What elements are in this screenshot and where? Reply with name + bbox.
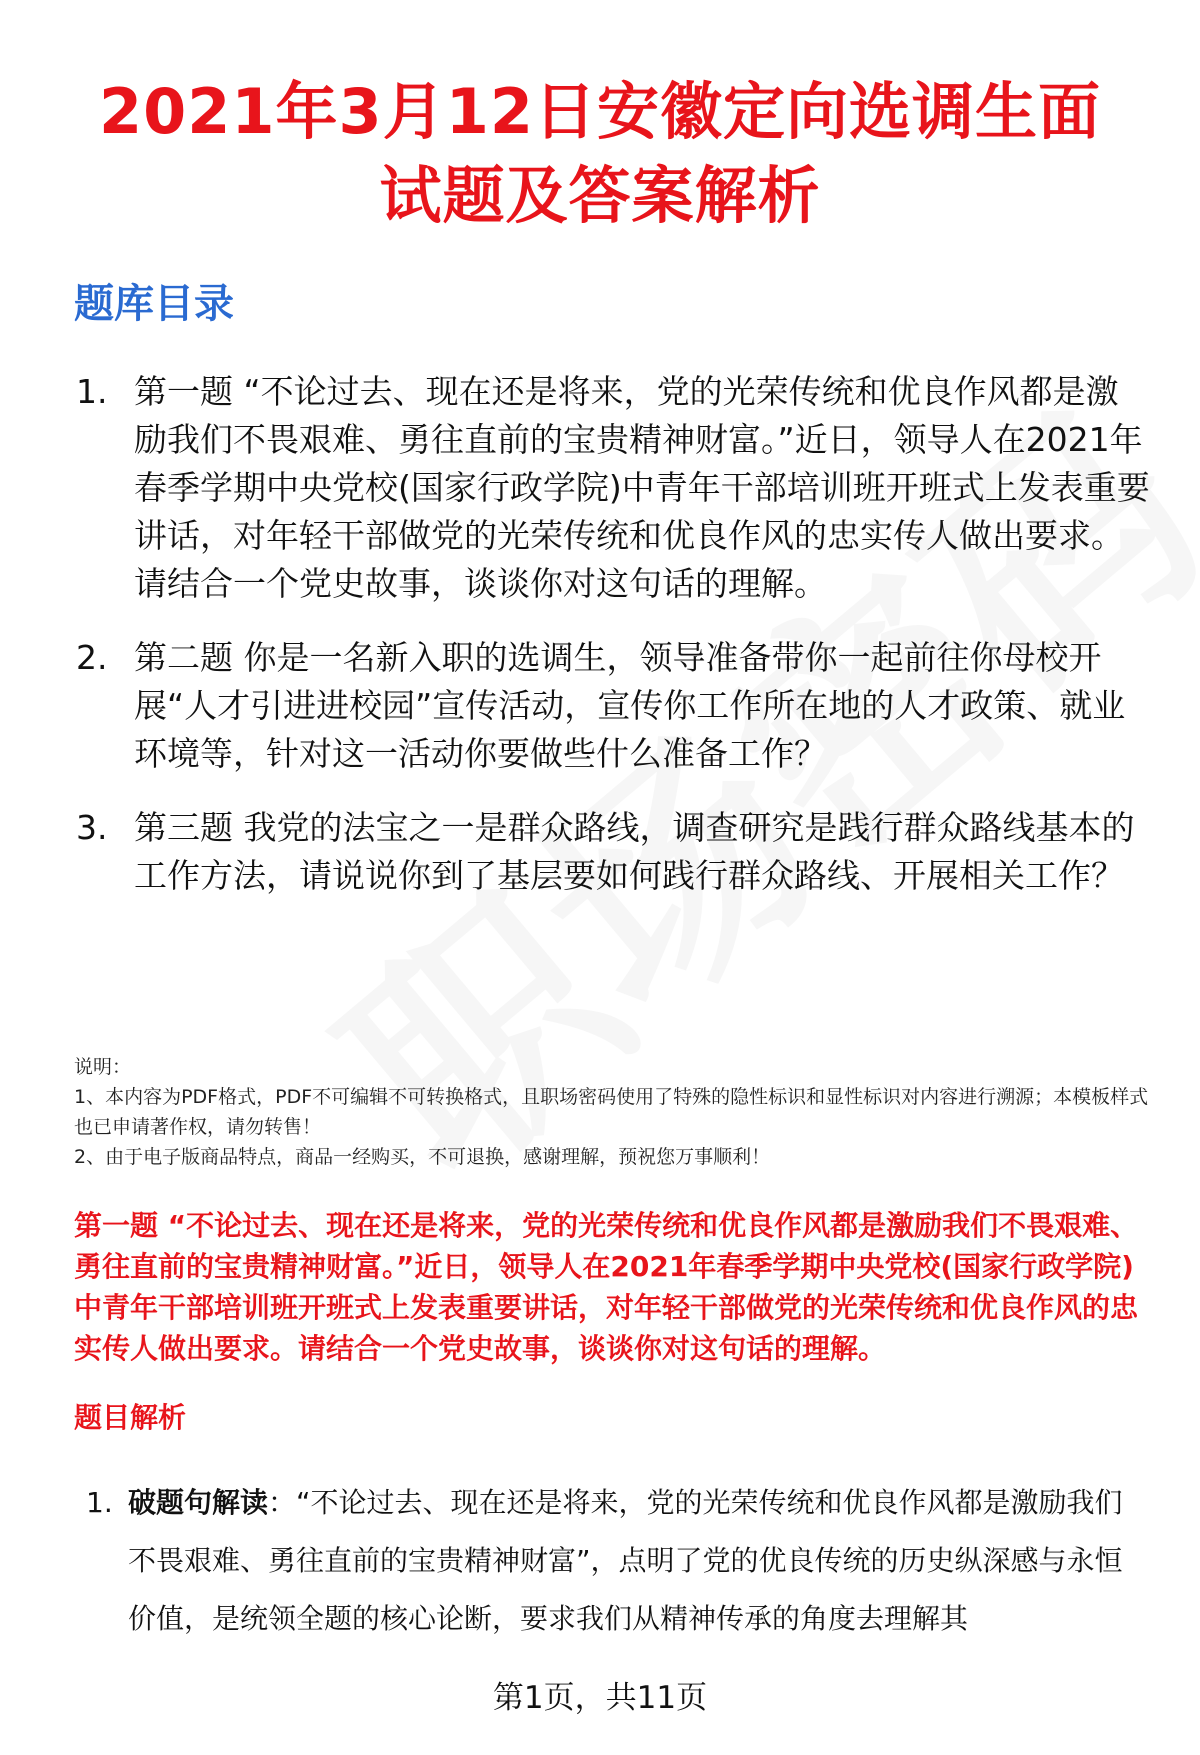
toc-item <box>70 804 1150 900</box>
toc-item-text: 第二题 你是一名新入职的选调生，领导准备带你一起前往你母校开展“人才引进进校园”宣传活动，宣传你工作所在地的人才政策、就业环境等，针对这一活动你要做些什么准备工作？ <box>134 638 1126 773</box>
analysis-item-colon: ： <box>268 1486 297 1519</box>
toc-heading: 题库目录 <box>74 281 234 327</box>
notes-section <box>74 1052 1154 1172</box>
toc-item-number: 2. <box>76 638 108 677</box>
toc-list <box>70 368 1150 926</box>
analysis-item-number: 1. <box>86 1486 113 1519</box>
notes-line-1: 1、本内容为PDF格式，PDF不可编辑不可转换格式，且职场密码使用了特殊的隐性标识和显性标识对内容进行溯源；本模板样式也已申请著作权，请勿转售！ <box>74 1086 1149 1138</box>
analysis-item-body <box>128 1474 1150 1648</box>
toc-item-number: 1. <box>76 372 108 411</box>
notes-heading: 说明： <box>74 1056 132 1078</box>
analysis-heading: 题目解析 <box>74 1401 187 1434</box>
document-title <box>60 70 1140 238</box>
page-footer: 第1页，共11页 <box>492 1680 708 1716</box>
toc-item-text: 第三题 我党的法宝之一是群众路线，调查研究是践行群众路线基本的工作方法，请说说你到了基层要如何践行群众路线、开展相关工作？ <box>134 808 1135 895</box>
title-line-1: 2021年3月12日安徽定向选调生面 <box>99 75 1101 148</box>
toc-item <box>70 368 1150 608</box>
toc-item <box>70 634 1150 778</box>
analysis-item-text: “不论过去、现在还是将来，党的光荣传统和优良作风都是激励我们不畏艰难、勇往直前的宝贵精神财富”，点明了党的优良传统的历史纵深感与永恒价值，是统领全题的核心论断，要求我们从精神传承的角度去理解其 <box>128 1486 1123 1635</box>
toc-item-text: 第一题 “不论过去、现在还是将来，党的光荣传统和优良作风都是激励我们不畏艰难、勇往直前的宝贵精神财富。”近日，领导人在2021年春季学期中央党校(国家行政学院)中青年干部培训班开班式上发表重要讲话，对年轻干部做党的光荣传统和优良作风的忠实传人做出要求。请结合一个党史故事，谈谈你对这句话的理解。 <box>134 372 1150 603</box>
analysis-item <box>86 1474 1150 1648</box>
title-line-2: 试题及答案解析 <box>379 159 821 232</box>
toc-item-number: 3. <box>76 808 108 847</box>
question-1-heading: 第一题 “不论过去、现在还是将来，党的光荣传统和优良作风都是激励我们不畏艰难、勇往直前的宝贵精神财富。”近日，领导人在2021年春季学期中央党校(国家行政学院)中青年干部培训班开班式上发表重要讲话，对年轻干部做党的光荣传统和优良作风的忠实传人做出要求。请结合一个党史故事，谈谈你对这句话的理解。 <box>74 1209 1139 1365</box>
notes-line-2: 2、由于电子版商品特点，商品一经购买，不可退换，感谢理解，预祝您万事顺利！ <box>74 1146 771 1168</box>
analysis-item-label: 破题句解读 <box>128 1486 269 1519</box>
